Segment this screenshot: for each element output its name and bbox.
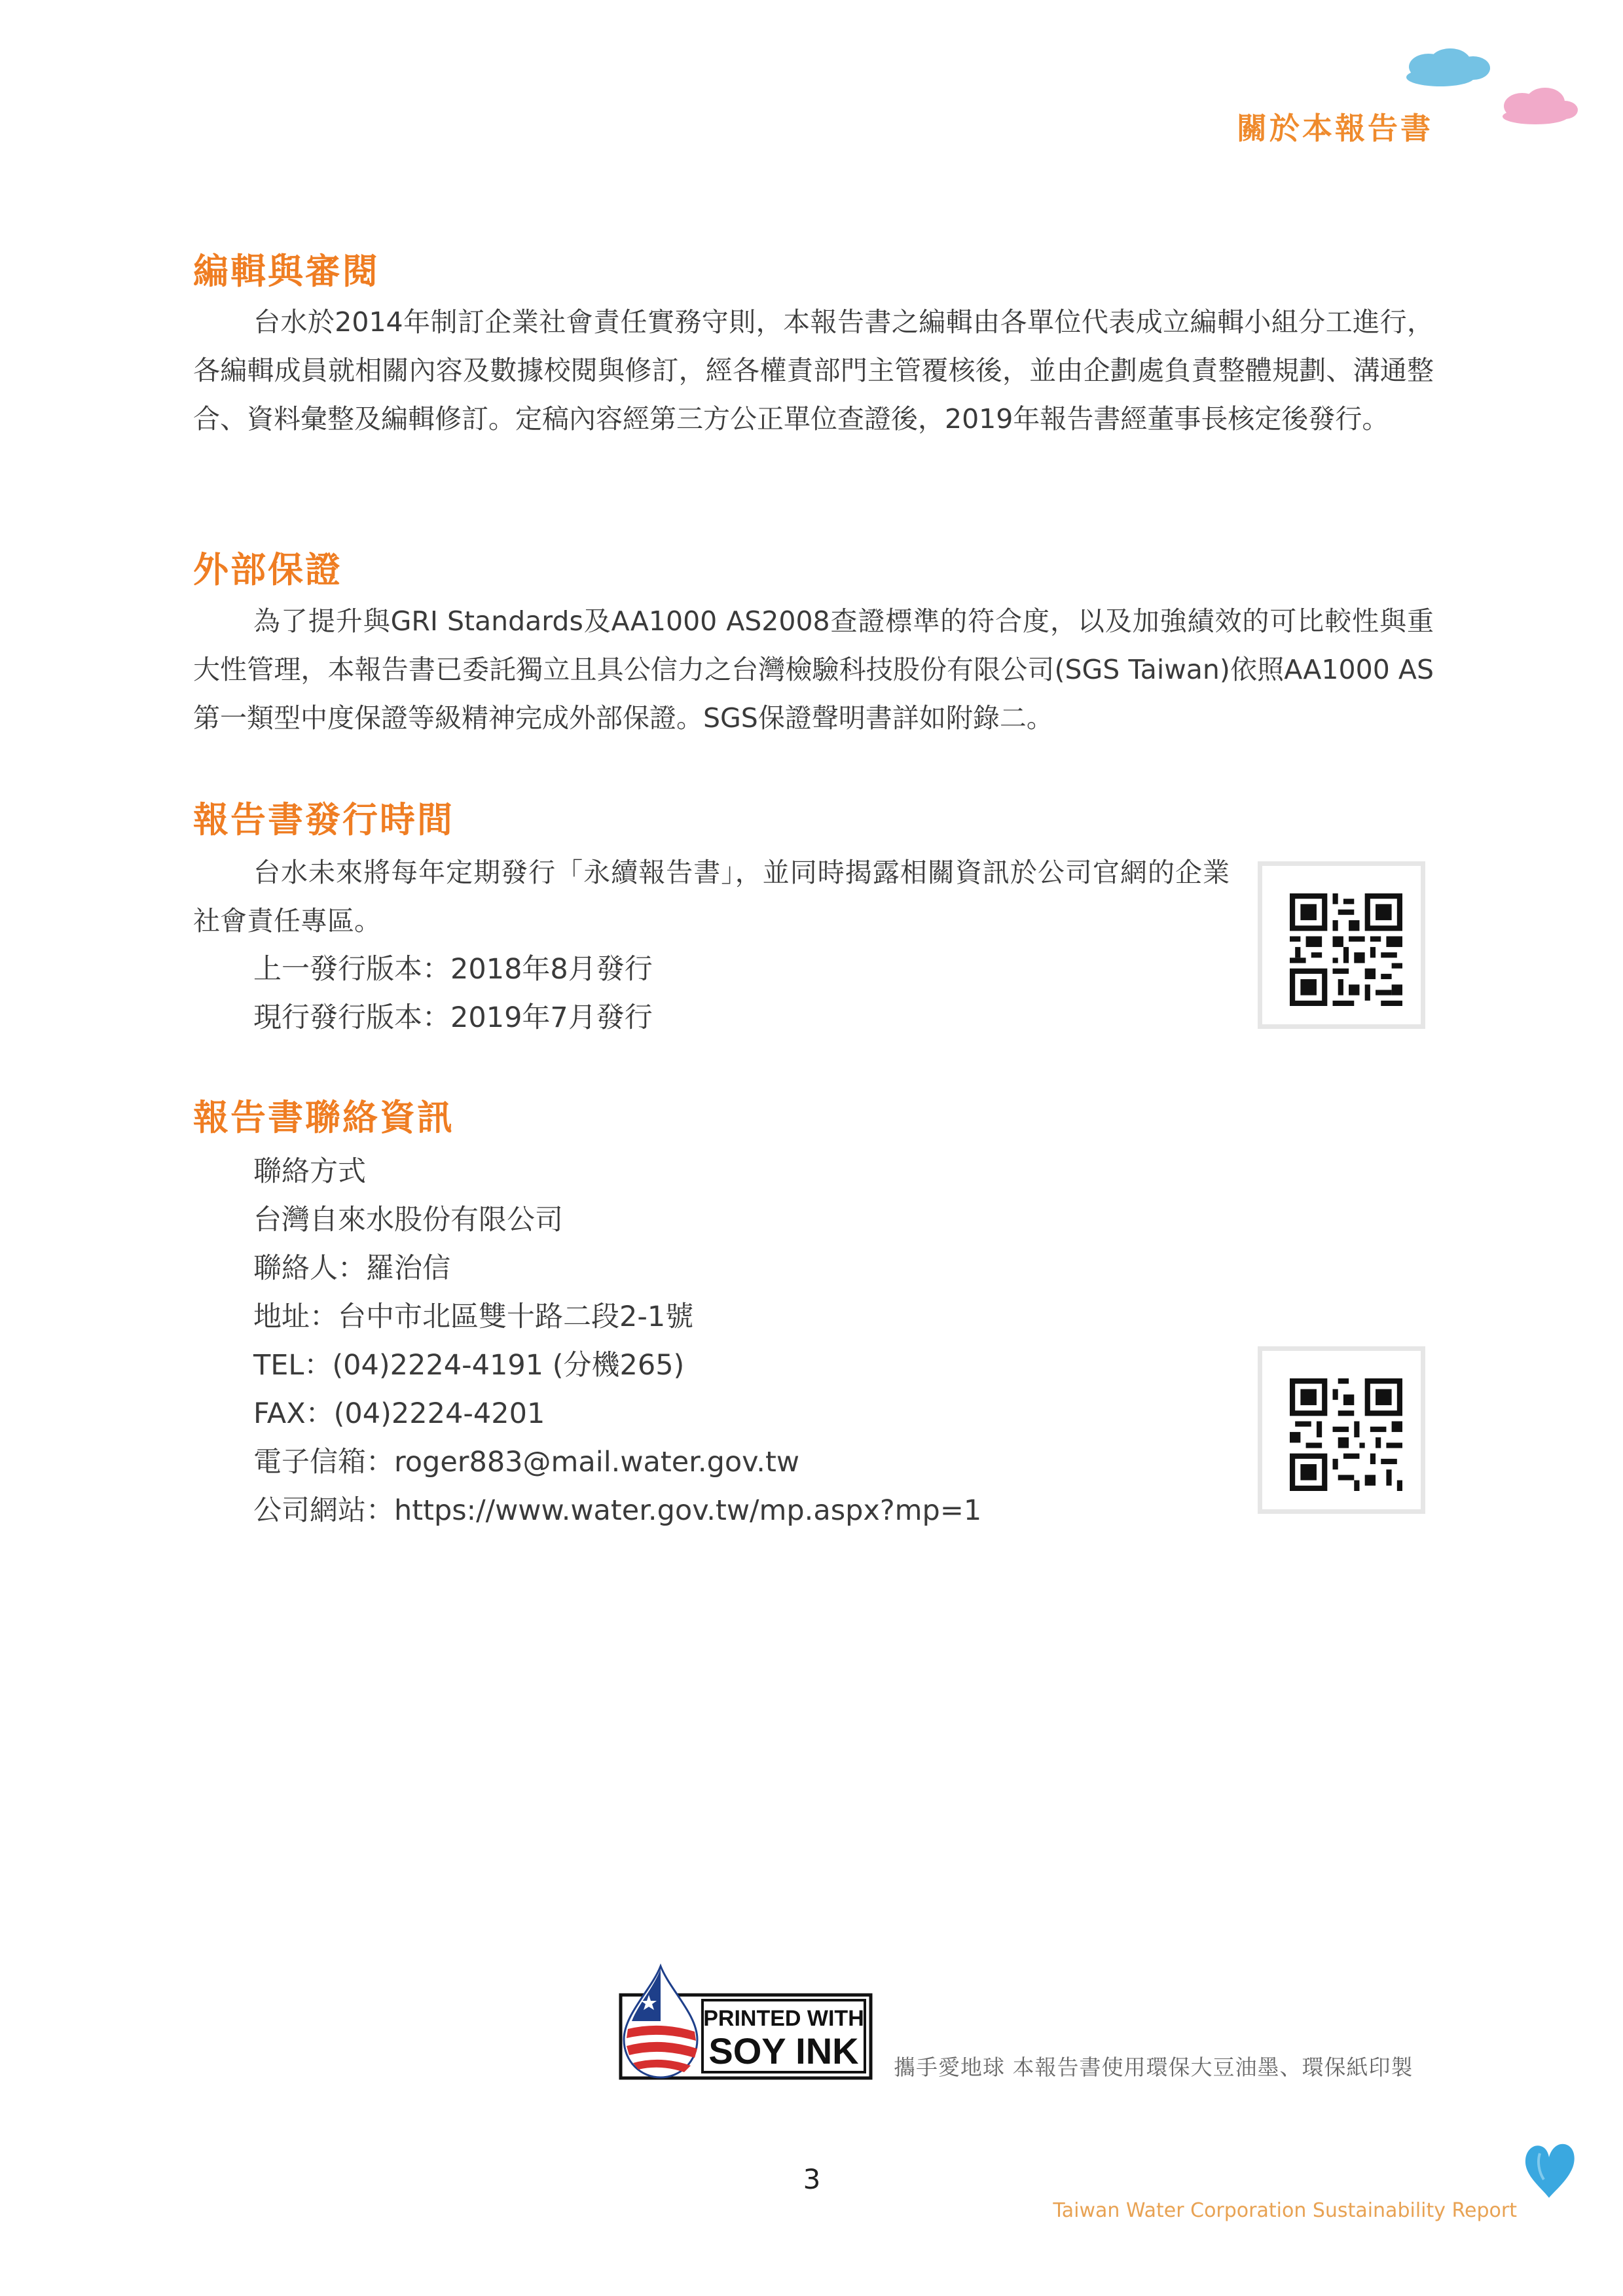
contact-website[interactable]: 公司網站：https://www.water.gov.tw/mp.aspx?mp=1 — [253, 1494, 982, 1527]
svg-text:SOY INK: SOY INK — [708, 2030, 859, 2072]
soy-ink-logo — [619, 1964, 873, 2080]
section-title-assurance: 外部保證 — [193, 549, 342, 590]
qr-code-icon — [1290, 893, 1402, 1006]
current-version: 現行發行版本：2019年7月發行 — [253, 1001, 653, 1034]
section-title-contact: 報告書聯絡資訊 — [193, 1097, 454, 1138]
page-number: 3 — [803, 2163, 821, 2195]
section-title-editing: 編輯與審閱 — [193, 251, 380, 292]
qr-code-icon — [1290, 1378, 1402, 1491]
section-body-assurance: 為了提升與GRI Standards及AA1000 AS2008查證標準的符合度，以及加強績效的可比較性與重大性管理，本報告書已委託獨立且具公信力之台灣檢驗科技股份有限公司(SGS Taiwan)依照AA1000 AS第一類型中度保證等級精神完成外部保證。SGS保證聲明書詳如附錄二。 — [193, 605, 1434, 734]
contact-address: 地址：台中市北區雙十路二段2-1號 — [253, 1300, 694, 1333]
svg-text:PRINTED WITH: PRINTED WITH — [703, 2006, 864, 2031]
section-title-publication: 報告書發行時間 — [193, 799, 454, 840]
heart-icon — [1520, 2140, 1578, 2200]
qr-code-csr[interactable] — [1258, 861, 1425, 1029]
contact-method: 聯絡方式 — [253, 1155, 366, 1188]
contact-tel: TEL：(04)2224-4191 (分機265) — [253, 1349, 685, 1382]
section-body-editing: 台水於2014年制訂企業社會責任實務守則，本報告書之編輯由各單位代表成立編輯小組分工進行，各編輯成員就相關內容及數據校閱與修訂，經各權責部門主管覆核後，並由企劃處負責整體規劃、溝通整合、資料彙整及編輯修訂。定稿內容經第三方公正單位查證後，2019年報告書經董事長核定後發行。 — [193, 306, 1434, 435]
contact-company: 台灣自來水股份有限公司 — [253, 1204, 563, 1236]
previous-version: 上一發行版本：2018年8月發行 — [253, 953, 653, 986]
contact-person: 聯絡人：羅治信 — [253, 1252, 450, 1285]
contact-email[interactable]: 電子信箱：roger883@mail.water.gov.tw — [253, 1446, 799, 1479]
section-body-publication: 台水未來將每年定期發行「永續報告書」，並同時揭露相關資訊於公司官網的企業社會責任專區。 — [193, 857, 1230, 937]
soy-caption: 攜手愛地球 本報告書使用環保大豆油墨、環保紙印製 — [894, 2054, 1413, 2080]
qr-code-contact[interactable] — [1258, 1346, 1425, 1514]
report-name: Taiwan Water Corporation Sustainability Report — [1053, 2199, 1517, 2222]
header-title: 關於本報告書 — [1237, 111, 1433, 146]
contact-fax: FAX：(04)2224-4201 — [253, 1397, 545, 1430]
